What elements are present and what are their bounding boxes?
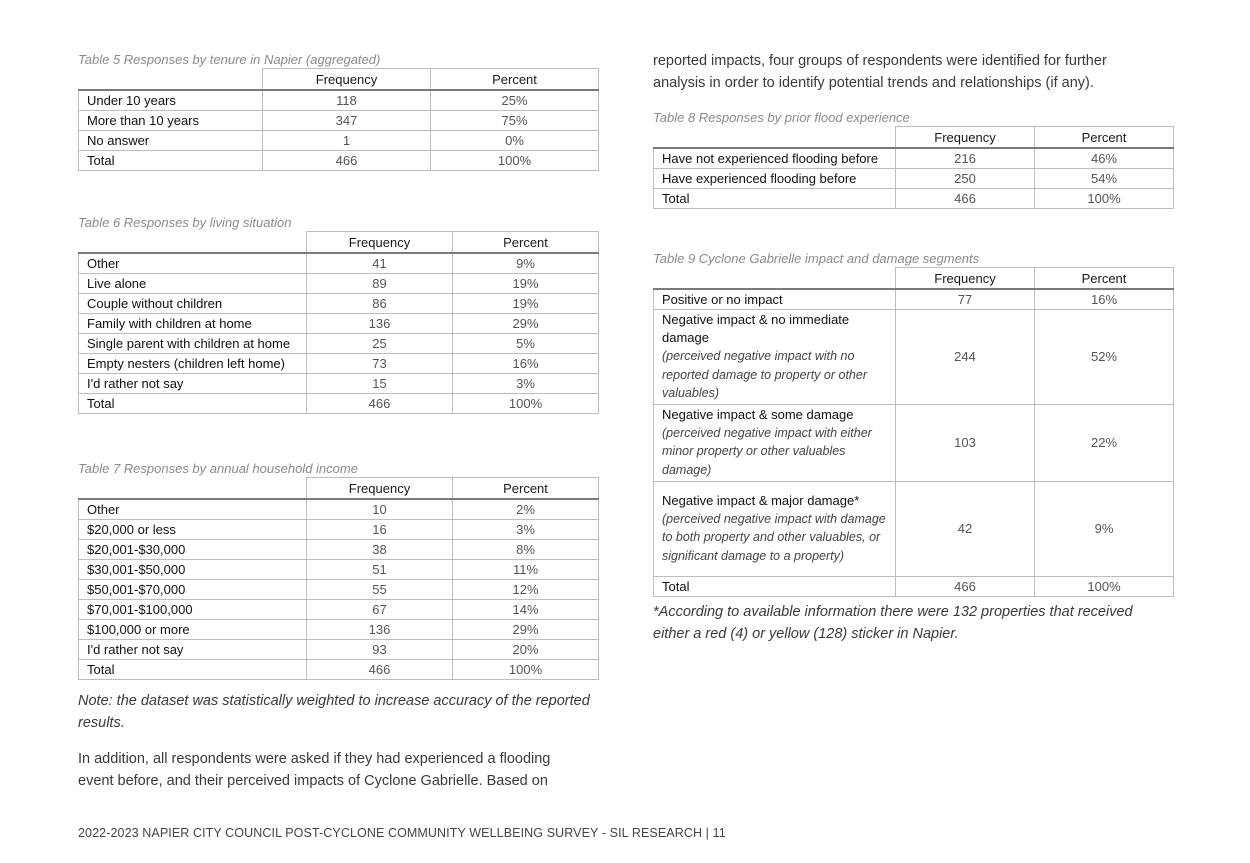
row-label: Negative impact & some damage: [662, 406, 854, 422]
body-paragraph-left: In addition, all respondents were asked if they had experienced a flooding event before, and their perceived impacts of Cyclone Gabrielle. Based on: [78, 751, 551, 789]
row-frequency: 93: [307, 640, 453, 660]
table-row-total: [654, 189, 1174, 209]
table-8-caption: Table 8 Responses by prior flood experience: [653, 110, 910, 125]
table-row: [79, 520, 599, 540]
table-row-total: [79, 660, 599, 680]
row-percent: 29%: [453, 314, 599, 334]
row-percent: 5%: [453, 334, 599, 354]
row-label: Single parent with children at home: [79, 334, 307, 354]
row-label: Family with children at home: [79, 314, 307, 334]
table-row: [79, 314, 599, 334]
table-row: [79, 540, 599, 560]
table-row: [79, 499, 599, 520]
table-row: [79, 620, 599, 640]
table-6-header-blank: [79, 232, 307, 254]
row-frequency: 216: [896, 148, 1035, 169]
table-row-total: [654, 576, 1174, 596]
row-percent: 54%: [1035, 169, 1174, 189]
table-6: [78, 231, 599, 414]
row-frequency: 15: [307, 374, 453, 394]
row-label: Total: [654, 189, 896, 209]
table-8: [653, 126, 1174, 209]
row-percent: 100%: [453, 660, 599, 680]
row-label: $20,001-$30,000: [79, 540, 307, 560]
page-footer: 2022-2023 NAPIER CITY COUNCIL POST-CYCLONE COMMUNITY WELLBEING SURVEY - SIL RESEARCH | 11: [78, 826, 726, 840]
table-5-caption: Table 5 Responses by tenure in Napier (aggregated): [78, 52, 381, 67]
row-label: I'd rather not say: [79, 374, 307, 394]
row-frequency: 86: [307, 294, 453, 314]
table-row: [654, 169, 1174, 189]
row-label: More than 10 years: [79, 111, 263, 131]
row-percent: 22%: [1035, 404, 1174, 481]
table-6-header-percent: Percent: [453, 232, 599, 254]
table-row: [79, 560, 599, 580]
table-9-header-percent: Percent: [1035, 268, 1174, 290]
row-frequency: 41: [307, 253, 453, 274]
row-label: Couple without children: [79, 294, 307, 314]
table-row: [79, 111, 599, 131]
row-label-cell: [654, 481, 896, 576]
row-percent: 52%: [1035, 310, 1174, 405]
table-row: [79, 580, 599, 600]
row-label: Total: [79, 394, 307, 414]
row-label: No answer: [79, 131, 263, 151]
row-frequency: 67: [307, 600, 453, 620]
table-row: [654, 404, 1174, 481]
table-7-header-percent: Percent: [453, 478, 599, 500]
row-percent: 14%: [453, 600, 599, 620]
row-label: $70,001-$100,000: [79, 600, 307, 620]
table-row: [79, 294, 599, 314]
row-percent: 46%: [1035, 148, 1174, 169]
table-row: [654, 148, 1174, 169]
row-label: $20,000 or less: [79, 520, 307, 540]
table-9-caption: Table 9 Cyclone Gabrielle impact and damage segments: [653, 251, 980, 266]
table-5: [78, 68, 599, 171]
table-row: [79, 374, 599, 394]
row-percent: 9%: [1035, 481, 1174, 576]
table-8-header-percent: Percent: [1035, 127, 1174, 149]
row-frequency: 55: [307, 580, 453, 600]
row-label: Total: [79, 660, 307, 680]
row-percent: 100%: [1035, 576, 1174, 596]
row-percent: 16%: [453, 354, 599, 374]
row-percent: 75%: [431, 111, 599, 131]
table-row: [79, 131, 599, 151]
row-percent: 16%: [1035, 289, 1174, 310]
table-row: [654, 481, 1174, 576]
table-7: [78, 477, 599, 680]
row-description: (perceived negative impact with no reported damage to property or other valuables): [662, 349, 867, 400]
row-percent: 100%: [1035, 189, 1174, 209]
table-row: [654, 310, 1174, 405]
row-frequency: 73: [307, 354, 453, 374]
row-label: Negative impact & major damage*: [662, 492, 860, 508]
row-percent: 19%: [453, 274, 599, 294]
row-frequency: 244: [896, 310, 1035, 405]
row-label: I'd rather not say: [79, 640, 307, 660]
table-row: [654, 289, 1174, 310]
row-label: $100,000 or more: [79, 620, 307, 640]
row-label: Under 10 years: [79, 90, 263, 111]
row-frequency: 42: [896, 481, 1035, 576]
table-7-header-blank: [79, 478, 307, 500]
row-label: Total: [654, 576, 896, 596]
row-frequency: 136: [307, 314, 453, 334]
sticker-footnote: *According to available information there were 132 properties that received either a red (4) or yellow (128) sticker in Napier.: [653, 604, 1133, 642]
table-row: [79, 600, 599, 620]
table-6-caption: Table 6 Responses by living situation: [78, 215, 292, 230]
row-percent: 12%: [453, 580, 599, 600]
row-percent: 25%: [431, 90, 599, 111]
row-frequency: 250: [896, 169, 1035, 189]
row-percent: 2%: [453, 499, 599, 520]
row-percent: 100%: [431, 151, 599, 171]
row-label: Total: [79, 151, 263, 171]
row-frequency: 10: [307, 499, 453, 520]
row-label: Have experienced flooding before: [654, 169, 896, 189]
row-percent: 19%: [453, 294, 599, 314]
row-frequency: 51: [307, 560, 453, 580]
body-paragraph-right: reported impacts, four groups of respondents were identified for further analysis in order to identify potential trends and relationships (if any).: [653, 53, 1107, 91]
table-5-header-blank: [79, 69, 263, 91]
table-8-header-blank: [654, 127, 896, 149]
row-percent: 100%: [453, 394, 599, 414]
row-frequency: 466: [307, 394, 453, 414]
weighting-note: Note: the dataset was statistically weighted to increase accuracy of the reported results.: [78, 693, 590, 731]
table-9: [653, 267, 1174, 597]
row-label-cell: [654, 310, 896, 405]
row-frequency: 103: [896, 404, 1035, 481]
row-frequency: 25: [307, 334, 453, 354]
table-row: [79, 354, 599, 374]
row-frequency: 347: [263, 111, 431, 131]
table-5-header-percent: Percent: [431, 69, 599, 91]
row-label: $30,001-$50,000: [79, 560, 307, 580]
table-8-header-frequency: Frequency: [896, 127, 1035, 149]
row-percent: 20%: [453, 640, 599, 660]
row-percent: 11%: [453, 560, 599, 580]
table-row: [79, 334, 599, 354]
row-frequency: 466: [896, 189, 1035, 209]
row-frequency: 466: [263, 151, 431, 171]
table-9-header-frequency: Frequency: [896, 268, 1035, 290]
table-9-header-blank: [654, 268, 896, 290]
row-description: (perceived negative impact with either minor property or other valuables damage): [662, 425, 872, 477]
table-row-total: [79, 151, 599, 171]
row-label: Negative impact & no immediate damage: [662, 312, 850, 345]
row-percent: 9%: [453, 253, 599, 274]
row-label: Have not experienced flooding before: [654, 148, 896, 169]
row-percent: 3%: [453, 520, 599, 540]
row-percent: 0%: [431, 131, 599, 151]
table-row-total: [79, 394, 599, 414]
table-7-header-frequency: Frequency: [307, 478, 453, 500]
table-5-header-frequency: Frequency: [263, 69, 431, 91]
row-frequency: 89: [307, 274, 453, 294]
row-percent: 3%: [453, 374, 599, 394]
row-frequency: 38: [307, 540, 453, 560]
row-label: Other: [79, 499, 307, 520]
table-row: [79, 640, 599, 660]
table-6-header-frequency: Frequency: [307, 232, 453, 254]
table-7-caption: Table 7 Responses by annual household income: [78, 461, 358, 476]
row-label: Positive or no impact: [654, 289, 896, 310]
row-frequency: 136: [307, 620, 453, 640]
table-row: [79, 90, 599, 111]
row-percent: 29%: [453, 620, 599, 640]
row-label: Live alone: [79, 274, 307, 294]
table-row: [79, 253, 599, 274]
row-frequency: 77: [896, 289, 1035, 310]
row-description: (perceived negative impact with damage to both property and other valuables, or significant damage to a property): [662, 511, 886, 563]
row-label: Other: [79, 253, 307, 274]
row-frequency: 118: [263, 90, 431, 111]
table-row: [79, 274, 599, 294]
row-percent: 8%: [453, 540, 599, 560]
row-frequency: 466: [307, 660, 453, 680]
row-frequency: 16: [307, 520, 453, 540]
row-label: $50,001-$70,000: [79, 580, 307, 600]
row-label: Empty nesters (children left home): [79, 354, 307, 374]
row-frequency: 466: [896, 576, 1035, 596]
row-label-cell: [654, 404, 896, 481]
row-frequency: 1: [263, 131, 431, 151]
